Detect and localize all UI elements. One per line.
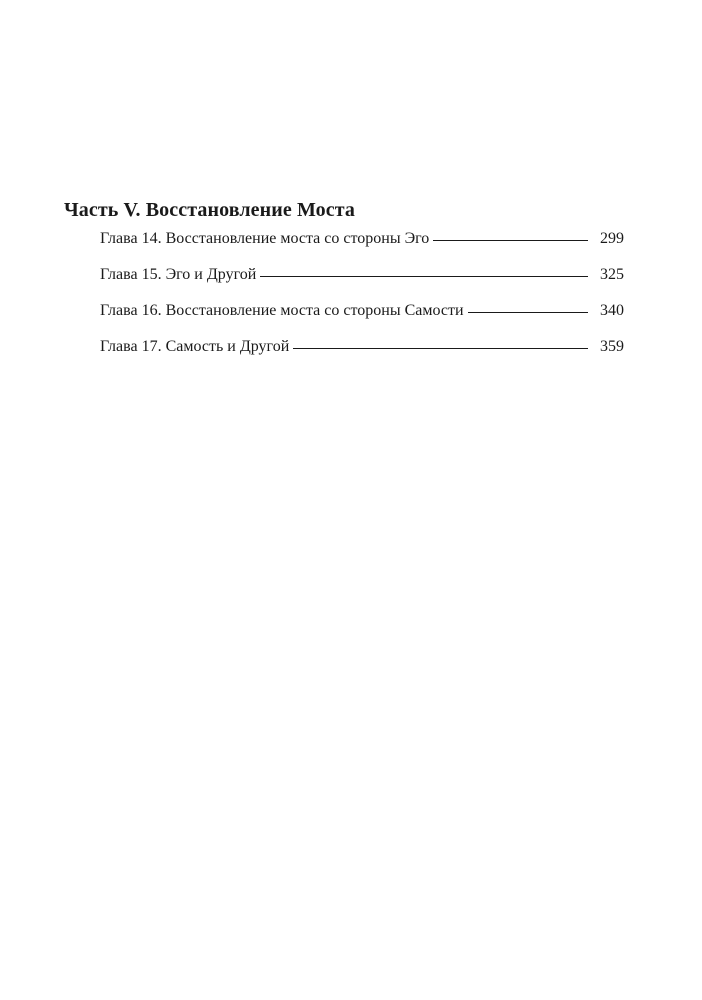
- toc-entry-title: Глава 17. Самость и Другой: [100, 338, 290, 355]
- table-of-contents: [64, 196, 624, 374]
- toc-entry-title: Глава 16. Восстановление моста со стороны Самости: [100, 302, 464, 319]
- part-title: Часть V. Восстановление Моста: [64, 199, 356, 221]
- toc-entry-leader: [433, 240, 588, 241]
- toc-entry-title: Глава 14. Восстановление моста со стороны Эго: [100, 230, 430, 247]
- toc-entry[interactable]: [100, 230, 624, 266]
- toc-entry-leader: [468, 312, 588, 313]
- toc-entry-page: 359: [600, 338, 624, 355]
- toc-entry[interactable]: [100, 338, 624, 374]
- toc-entry-leader: [260, 276, 588, 277]
- toc-entry-page: 325: [600, 266, 624, 283]
- toc-entry-page: 340: [600, 302, 624, 319]
- toc-entries: [64, 230, 624, 374]
- toc-entry-leader: [293, 348, 588, 349]
- toc-entry[interactable]: [100, 302, 624, 338]
- toc-entry-page: 299: [600, 230, 624, 247]
- toc-entry[interactable]: [100, 266, 624, 302]
- toc-entry-title: Глава 15. Эго и Другой: [100, 266, 257, 283]
